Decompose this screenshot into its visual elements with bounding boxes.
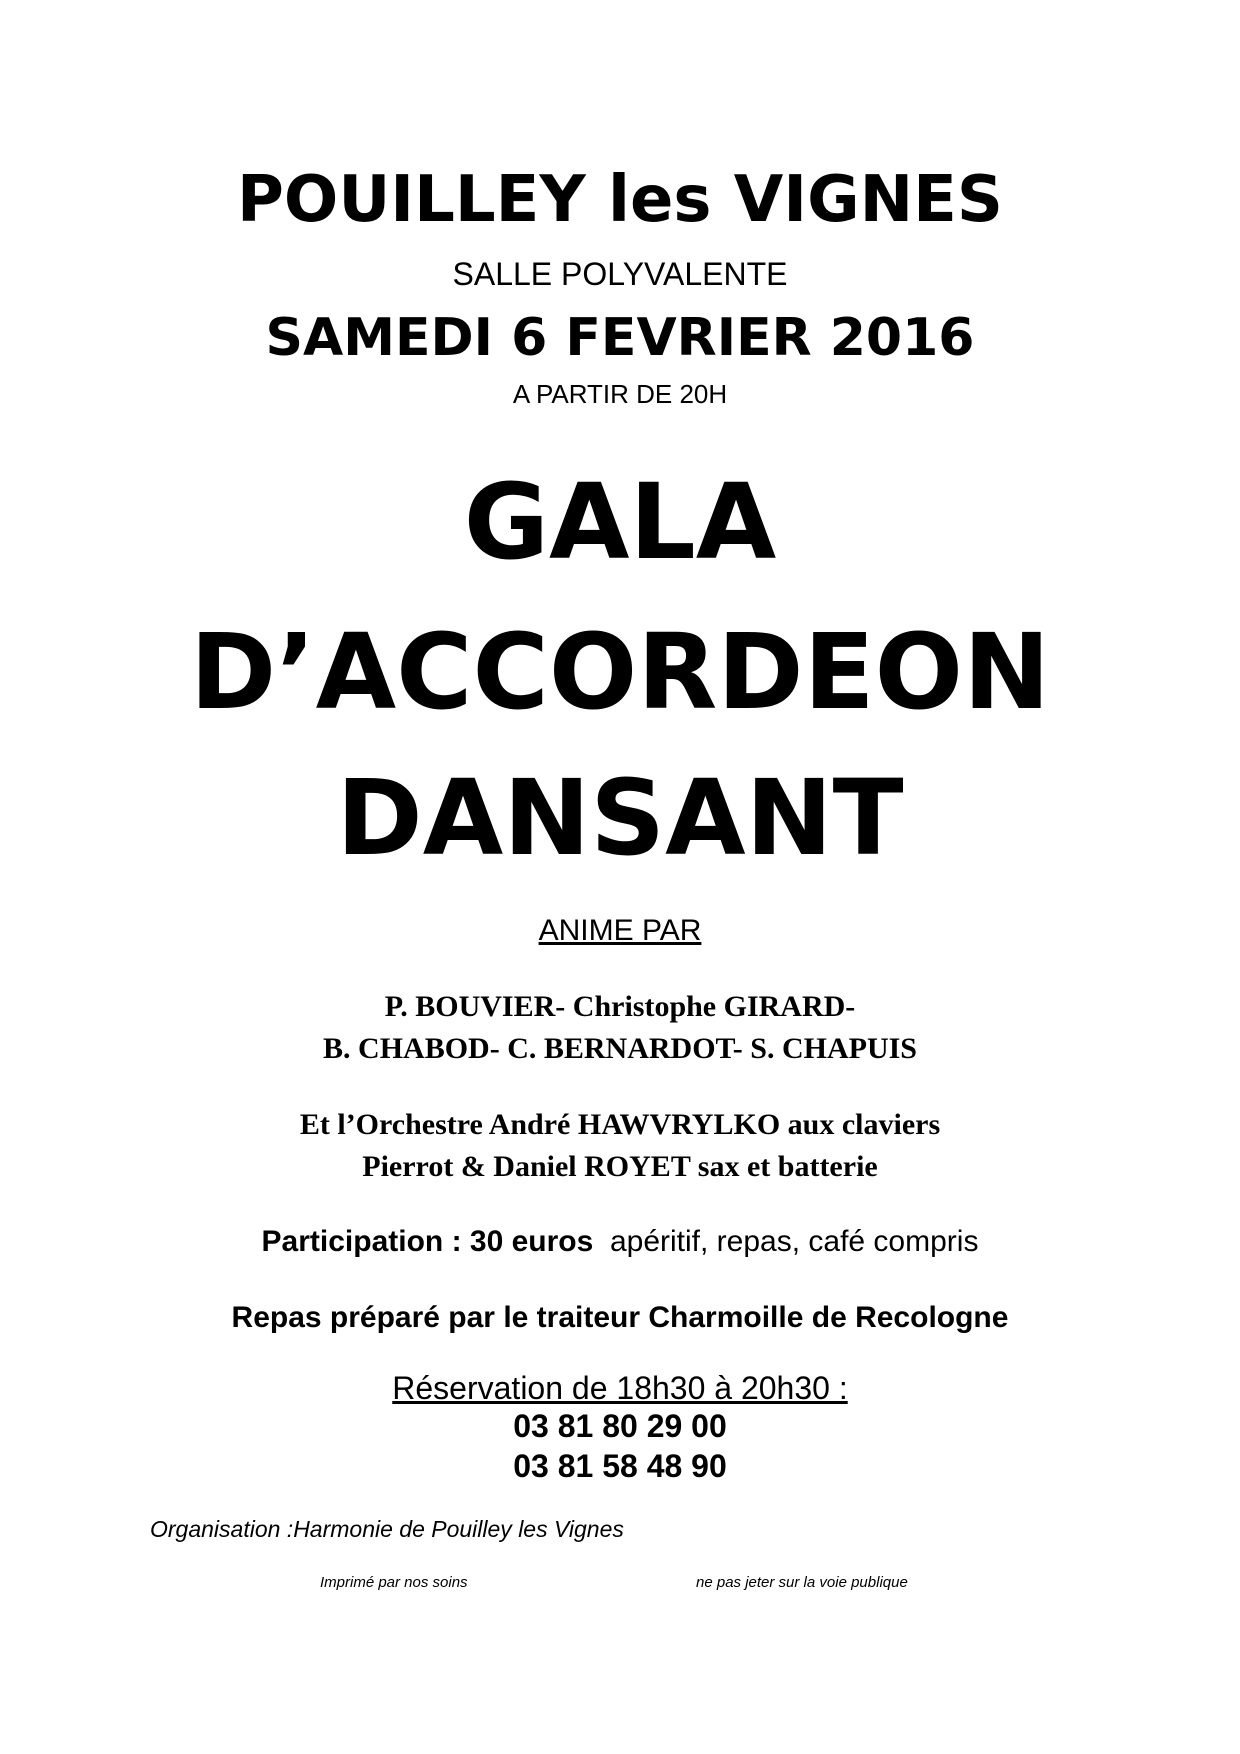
town-heading: POUILLEY les VIGNES	[237, 163, 1003, 237]
caterer-line: Repas préparé par le traiteur Charmoille de Recologne	[231, 1301, 1009, 1334]
printed-note: Imprimé par nos soins	[320, 1574, 468, 1591]
performers-line-2: B. CHABOD- C. BERNARDOT- S. CHAPUIS	[323, 1032, 917, 1065]
performers-line-1: P. BOUVIER- Christophe GIRARD-	[384, 990, 856, 1023]
performers-heading: ANIME PAR	[538, 914, 702, 947]
participation-price: Participation : 30 euros	[261, 1225, 594, 1258]
booking-phone-2: 03 81 58 48 90	[513, 1448, 727, 1484]
event-title-line-2: D’ACCORDEON	[189, 611, 1051, 733]
participation-details: apéritif, repas, café compris	[609, 1225, 979, 1258]
participation-line	[0, 1227, 1240, 1257]
orchestra-line-1: Et l’Orchestre André HAWVRYLKO aux claviers	[299, 1108, 941, 1141]
event-title-line-1: GALA	[463, 461, 777, 583]
event-title-line-3: DANSANT	[336, 757, 904, 879]
booking-phone-1: 03 81 80 29 00	[513, 1408, 727, 1444]
venue-label: SALLE POLYVALENTE	[452, 256, 788, 292]
start-time: A PARTIR DE 20H	[512, 379, 728, 409]
organisation-note: Organisation :Harmonie de Pouilley les Vignes	[150, 1516, 624, 1542]
orchestra-line-2: Pierrot & Daniel ROYET sax et batterie	[362, 1150, 878, 1183]
booking-heading: Réservation de 18h30 à 20h30 :	[392, 1370, 848, 1406]
litter-notice: ne pas jeter sur la voie publique	[696, 1574, 908, 1591]
event-date: SAMEDI 6 FEVRIER 2016	[265, 308, 975, 368]
